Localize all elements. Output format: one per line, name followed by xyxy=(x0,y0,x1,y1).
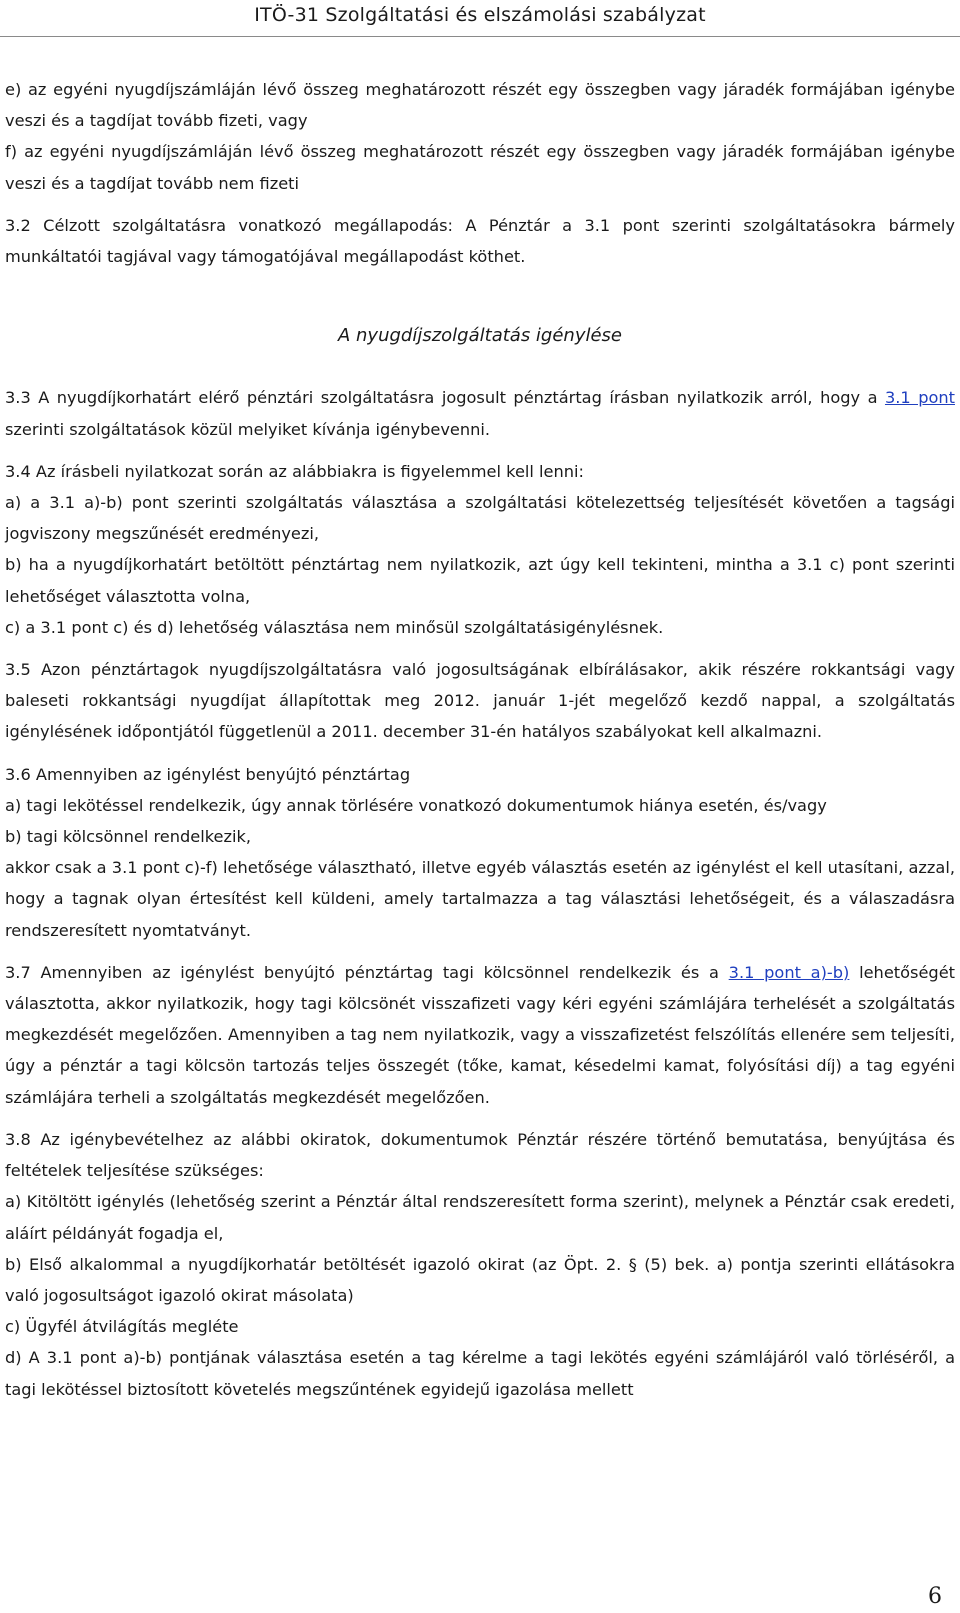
paragraph-3-8-b: b) Első alkalommal a nyugdíjkorhatár betöltését igazoló okirat (az Öpt. 2. § (5) bek. a) pontja szerinti ellátásokra való jogosultságot igazoló okirat másolata) xyxy=(5,1254,955,1305)
paragraph-3-3 xyxy=(5,382,955,444)
paragraph-3-7 xyxy=(5,957,955,1113)
paragraph-3-3-text-end: szerinti szolgáltatások közül melyiket kívánja igénybevenni. xyxy=(5,419,491,439)
paragraph-3-7-text-start: 3.7 Amennyiben az igénylést benyújtó pénztártag tagi kölcsönnel rendelkezik és a xyxy=(5,962,729,982)
paragraph-3-7-text-end: lehetőségét választotta, akkor nyilatkozik, hogy tagi kölcsönét visszafizeti vagy kéri egyéni számlájára terhelését a szolgáltatás megkezdését megelőzően. Amennyiben a tag nem nyilatkozik, vagy a visszafizetést felszólítás ellenére sem teljesíti, úgy a pénztár a tagi kölcsön tartozás teljes összegét (tőke, kamat, késedelmi kamat, folyósítási díj) a tag egyéni számlájára terheli a szolgáltatás megkezdését megelőzően. xyxy=(5,962,955,1107)
document-body xyxy=(5,74,955,1405)
page-header xyxy=(0,0,960,36)
paragraph-3-4-a: a) a 3.1 a)-b) pont szerinti szolgáltatás választása a szolgáltatási kötelezettség teljesítését követően a tagsági jogviszony megszűnését eredményezi, xyxy=(5,493,955,544)
paragraph-e: e) az egyéni nyugdíjszámláján lévő összeg meghatározott részét egy összegben vagy járadék formájában igénybe veszi és a tagdíjat tovább fizeti, vagy xyxy=(5,80,955,131)
paragraph-3-6-a: a) tagi lekötéssel rendelkezik, úgy annak törlésére vonatkozó dokumentumok hiánya esetén, és/vagy xyxy=(5,795,827,815)
paragraph-3-6: 3.6 Amennyiben az igénylést benyújtó pénztártag xyxy=(5,764,411,784)
paragraph-3-6-b: b) tagi kölcsönnel rendelkezik, xyxy=(5,827,251,847)
paragraph-f: f) az egyéni nyugdíjszámláján lévő összeg meghatározott részét egy összegben vagy járadék formájában igénybe veszi és a tagdíjat tovább nem fizeti xyxy=(5,142,955,193)
paragraph-3-5: 3.5 Azon pénztártagok nyugdíjszolgáltatásra való jogosultságának elbírálásakor, akik részére rokkantsági vagy baleseti rokkantsági nyugdíjat állapítottak meg 2012. január 1-jét megelőző kezdő nappal, a szolgáltatás igénylésének időpontjától függetlenül a 2011. december 31-én hatályos szabályokat kell alkalmazni. xyxy=(5,660,955,742)
paragraph-3-8-d: d) A 3.1 pont a)-b) pontjának választása esetén a tag kérelme a tagi lekötés egyéni számlájáról való törléséről, a tagi lekötéssel biztosított követelés megszűntének egyidejű igazolása mellett xyxy=(5,1348,955,1399)
paragraph-3-8: 3.8 Az igénybevételhez az alábbi okiratok, dokumentumok Pénztár részére történő bemutatása, benyújtása és feltételek teljesítése szükséges: xyxy=(5,1129,955,1181)
paragraph-3-8-a: a) Kitöltött igénylés (lehetőség szerint a Pénztár által rendszeresített forma szerint), melynek a Pénztár csak eredeti, aláírt példányát fogadja el, xyxy=(5,1192,955,1243)
paragraph-3-2: 3.2 Célzott szolgáltatásra vonatkozó megállapodás: A Pénztár a 3.1 pont szerinti szolgáltatásokra bármely munkáltatói tagjával vagy támogatójával megállapodást köthet. xyxy=(5,215,955,267)
paragraph-3-3-text-start: 3.3 A nyugdíjkorhatárt elérő pénztári szolgáltatásra jogosult pénztártag írásban nyilatkozik arról, hogy a xyxy=(5,388,885,408)
section-title: A nyugdíjszolgáltatás igénylése xyxy=(337,325,623,347)
header-divider xyxy=(0,36,960,37)
paragraph-3-4-c: c) a 3.1 pont c) és d) lehetőség választása nem minősül szolgáltatásigénylésnek. xyxy=(5,617,664,637)
paragraph-3-4-b: b) ha a nyugdíjkorhatárt betöltött pénztártag nem nyilatkozik, azt úgy kell tekinteni, mintha a 3.1 c) pont szerinti lehetőséget választotta volna, xyxy=(5,555,955,606)
link-3-1-pont[interactable]: 3.1 pont xyxy=(884,388,955,408)
page-number: 6 xyxy=(928,1584,942,1609)
paragraph-3-8-c: c) Ügyfél átvilágítás megléte xyxy=(5,1317,239,1337)
paragraph-3-6-c: akkor csak a 3.1 pont c)-f) lehetősége választható, illetve egyéb választás esetén az igénylést el kell utasítani, azzal, hogy a tagnak olyan értesítést kell küldeni, amely tartalmazza a tag választási lehetőségeit, és a válaszadásra rendszeresített nyomtatványt. xyxy=(5,858,955,940)
document-title: ITÖ-31 Szolgáltatási és elszámolási szabályzat xyxy=(254,4,706,26)
paragraph-3-4: 3.4 Az írásbeli nyilatkozat során az alábbiakra is figyelemmel kell lenni: xyxy=(5,461,584,481)
link-3-1-pont-a-b[interactable]: 3.1 pont a)-b) xyxy=(728,962,850,982)
